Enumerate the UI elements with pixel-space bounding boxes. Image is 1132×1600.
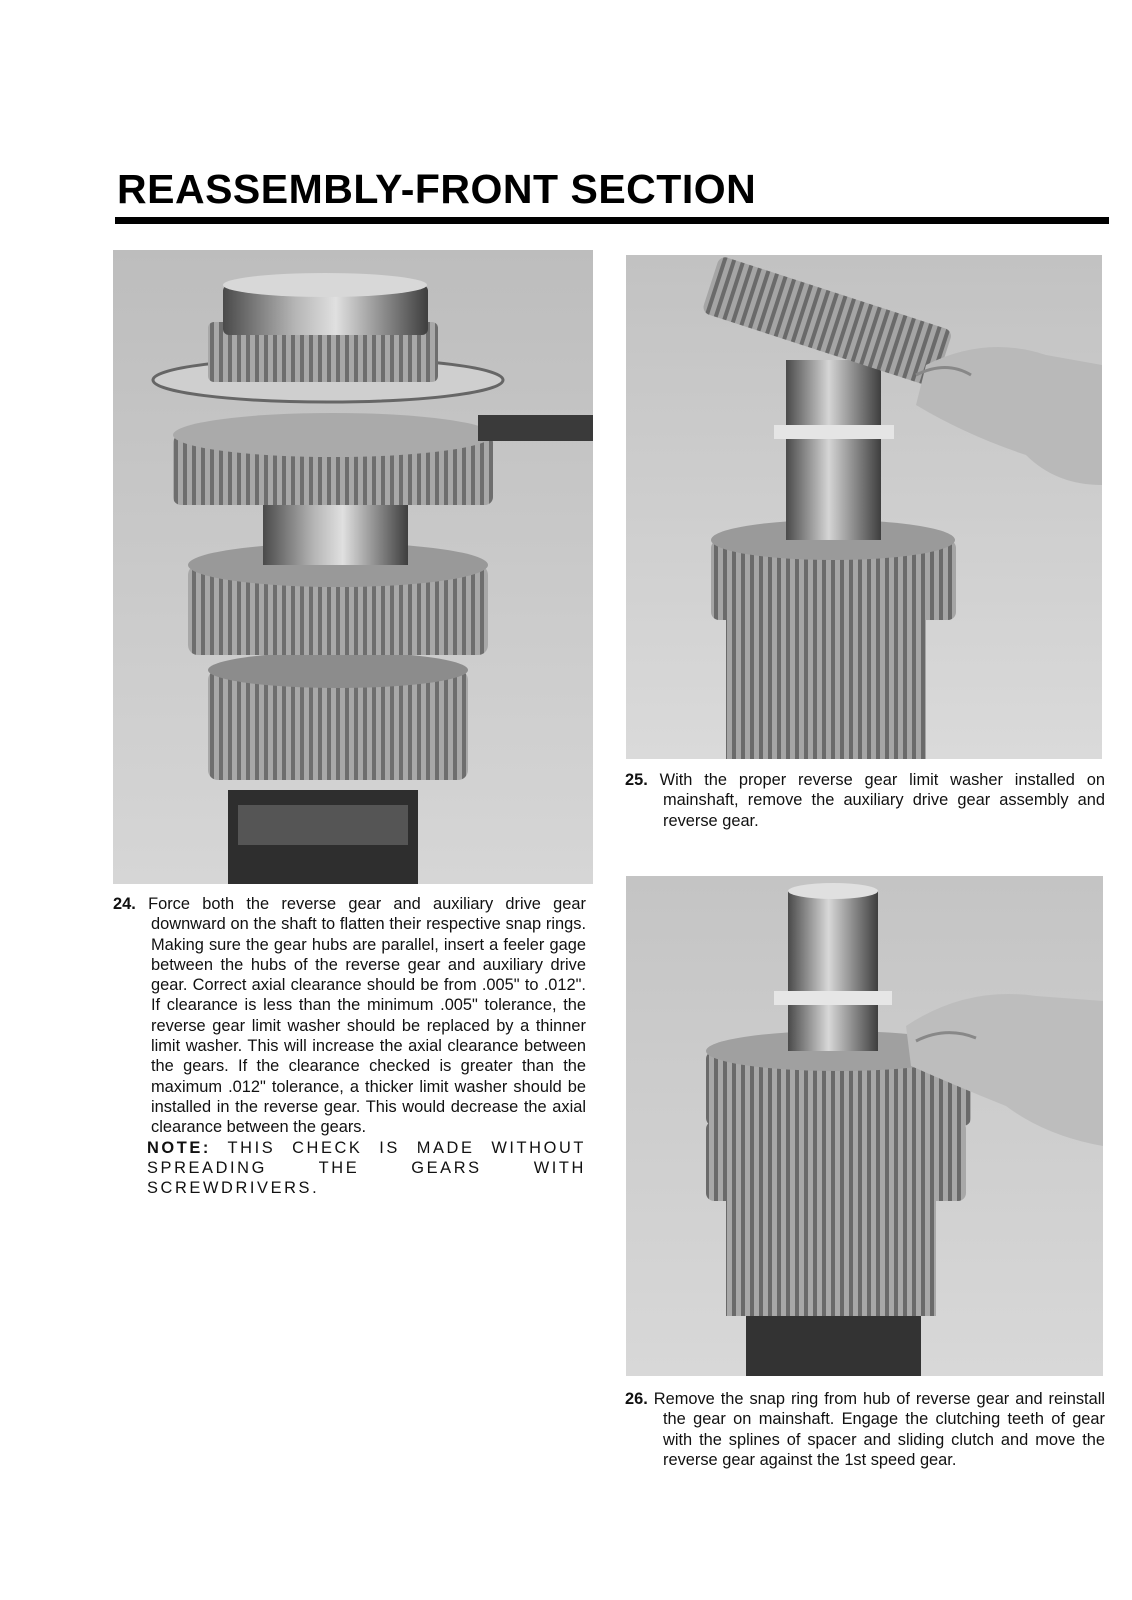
step-25-text: With the proper reverse gear limit washer installed on mainshaft, remove the auxiliary drive gear assembly and reverse gear.	[659, 771, 1105, 830]
page-title: REASSEMBLY-FRONT SECTION	[117, 166, 757, 212]
note-label: NOTE:	[147, 1138, 211, 1157]
step-26-paragraph	[625, 1389, 1105, 1470]
step-24-paragraph	[113, 894, 586, 1138]
step-24-photo	[113, 250, 593, 884]
step-26-number: 26.	[625, 1390, 648, 1408]
gear-reinstall-image	[626, 876, 1103, 1376]
title-rule	[115, 217, 1109, 224]
step-26-text: Remove the snap ring from hub of reverse gear and reinstall the gear on mainshaft. Engage the clutching teeth of gear with the splines of spacer and sliding clutch and move the reverse gear against the 1st speed gear.	[653, 1390, 1105, 1469]
gear-stack-image	[113, 250, 593, 884]
step-25-photo	[626, 255, 1102, 759]
gear-removal-image	[626, 255, 1102, 759]
step-26-caption	[625, 1389, 1105, 1470]
step-25-paragraph	[625, 770, 1105, 831]
step-25-caption	[625, 770, 1105, 831]
note-text: THIS CHECK IS MADE WITHOUT SPREADING THE GEARS WITH SCREWDRIVERS.	[147, 1138, 587, 1198]
step-24-note	[113, 1138, 586, 1199]
step-24-caption	[113, 894, 586, 1198]
step-26-photo	[626, 876, 1103, 1376]
step-24-number: 24.	[113, 895, 136, 913]
step-24-text: Force both the reverse gear and auxiliary drive gear downward on the shaft to flatten their respective snap rings. Making sure the gear hubs are parallel, insert a feeler gage between the hubs of the reverse gear and auxiliary drive gear. Correct axial clearance should be from .005" to .012". If clearance is less than the minimum .005" tolerance, the reverse gear limit washer should be replaced by a thinner limit washer. This will increase the axial clearance between the gears. If the clearance checked is greater than the maximum .012" tolerance, a thicker limit washer should be installed in the reverse gear. This would decrease the axial clearance between the gears.	[148, 895, 586, 1137]
step-25-number: 25.	[625, 771, 648, 789]
